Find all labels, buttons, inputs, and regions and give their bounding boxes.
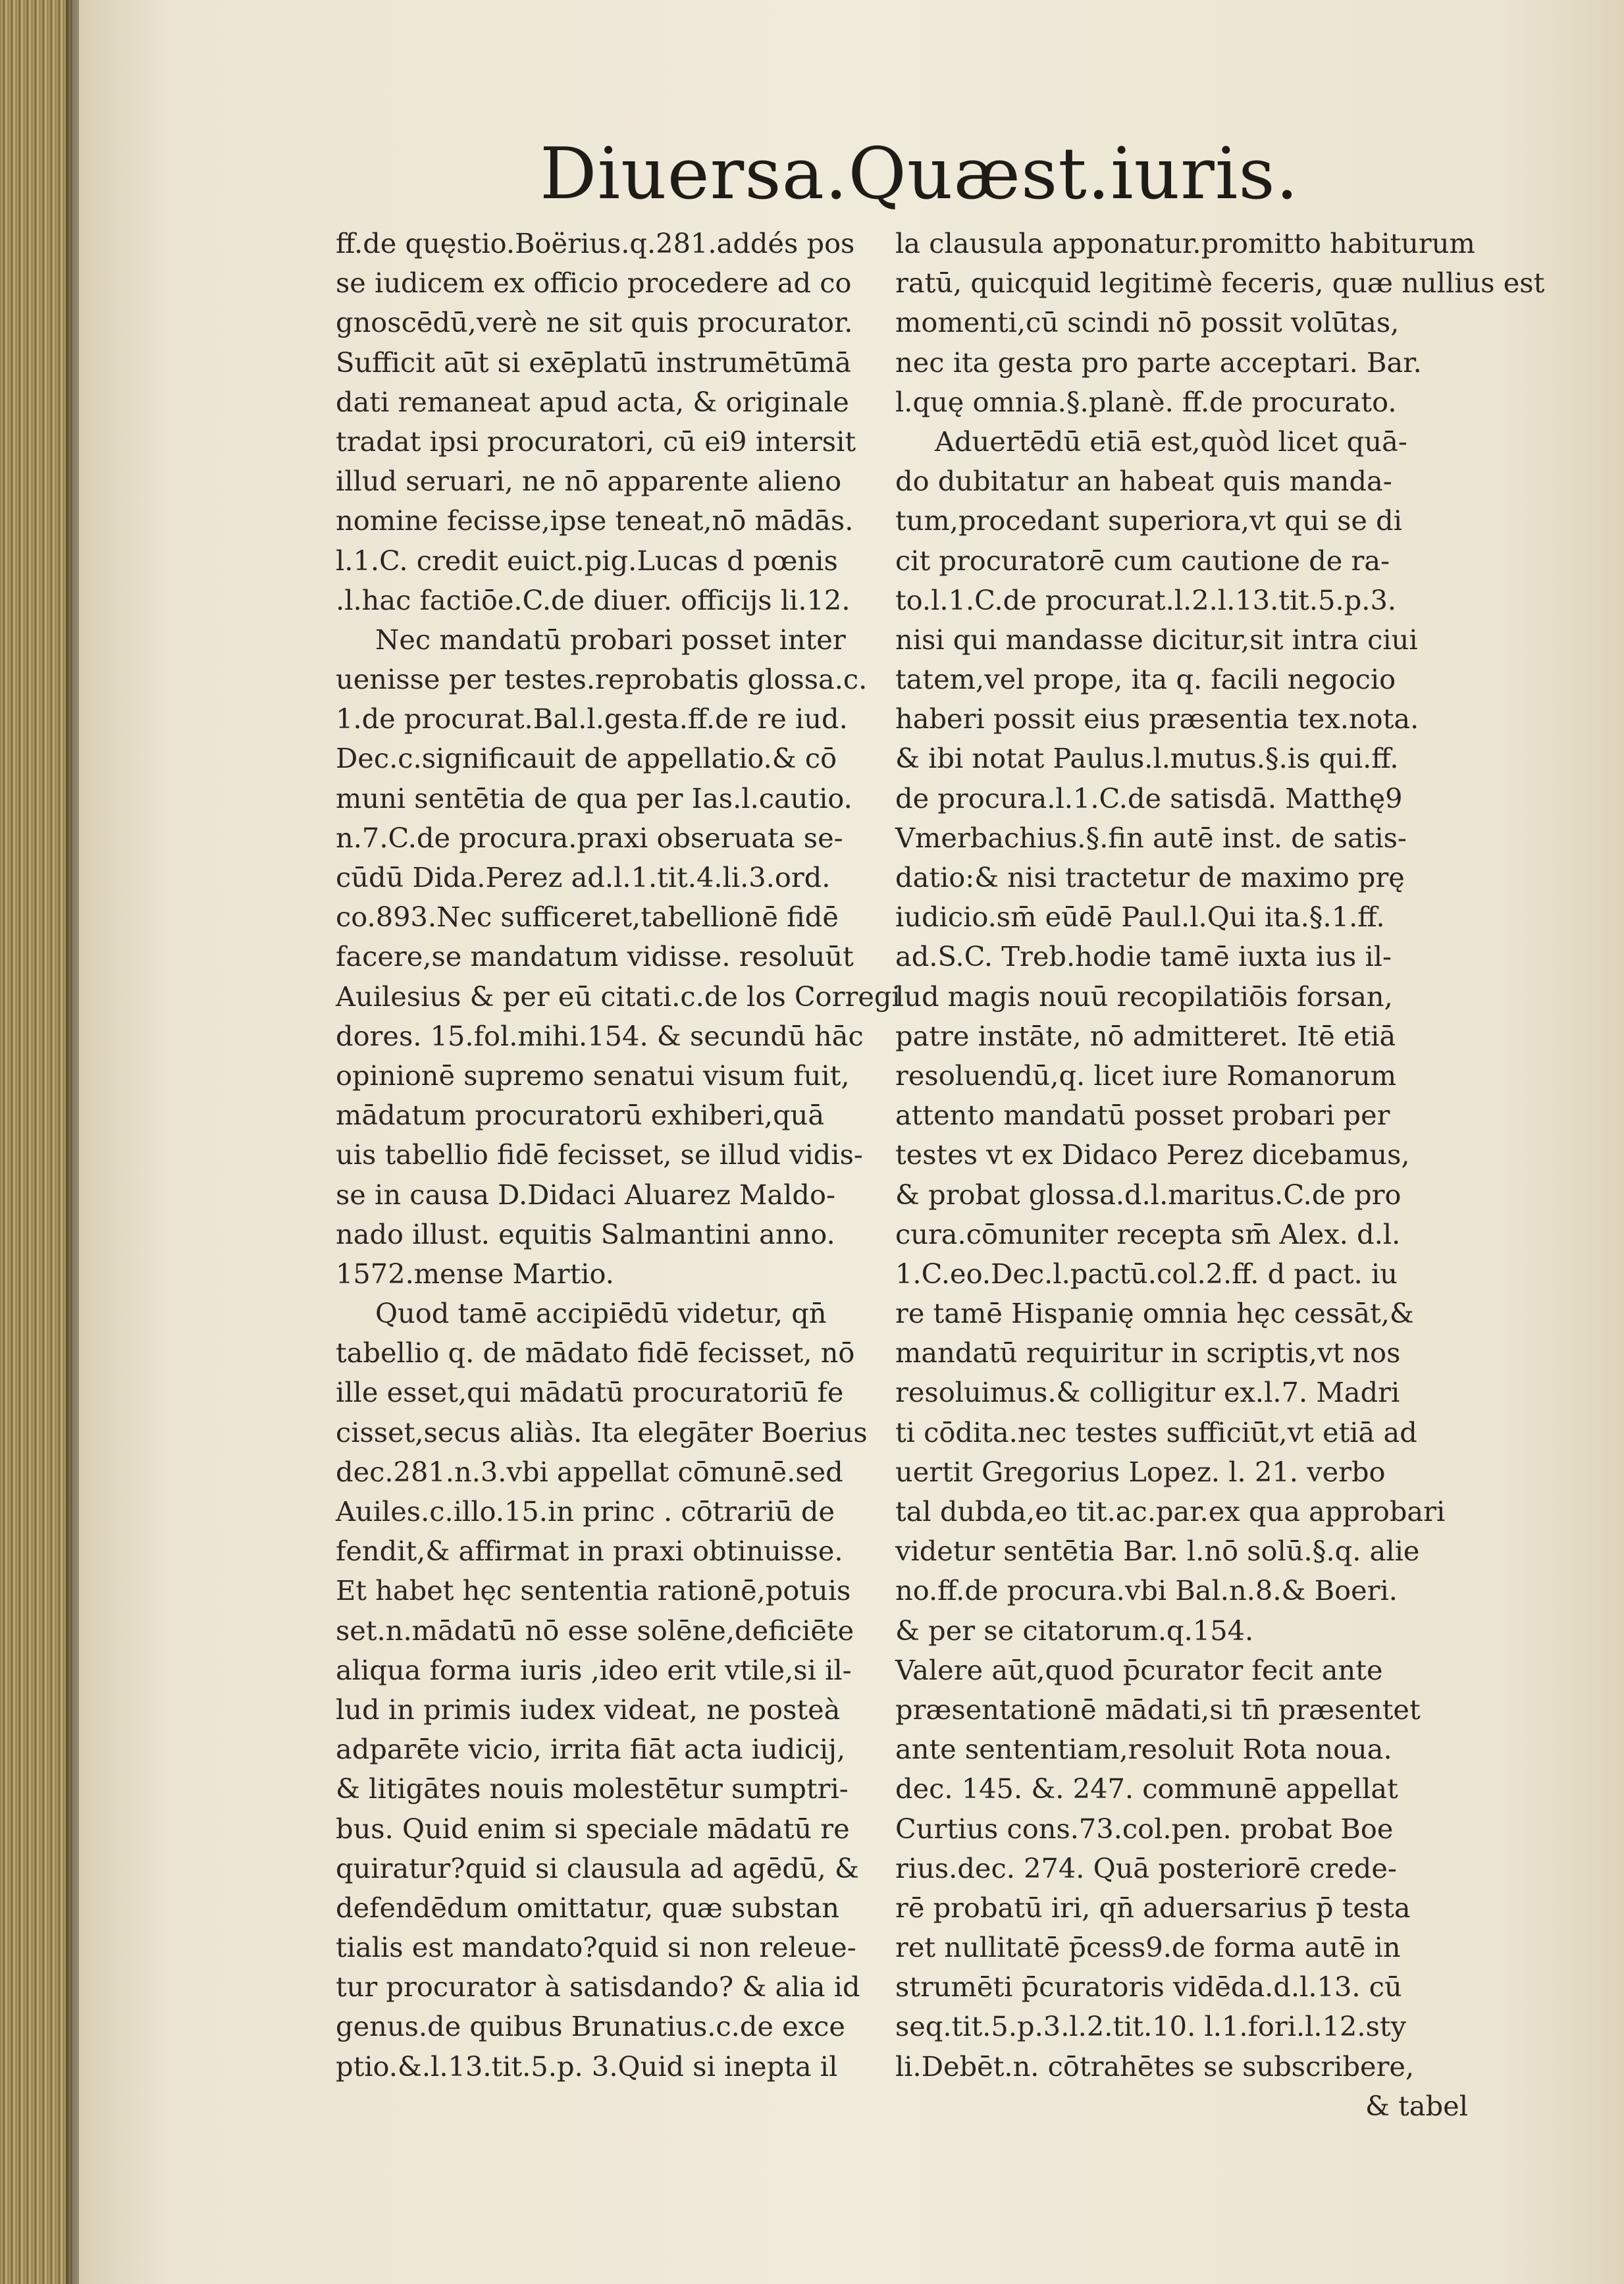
left-text-column bbox=[336, 224, 915, 2086]
text-line: resoluendū,q. licet iure Romanorum bbox=[895, 1059, 1397, 1092]
text-line: videtur sentētia Bar. l.nō solū.§.q. alie bbox=[895, 1535, 1420, 1568]
text-line: uertit Gregorius Lopez. l. 21. verbo bbox=[895, 1455, 1386, 1488]
text-line: nomine fecisse,ipse teneat,nō mādās. bbox=[336, 504, 854, 537]
text-line: tum,procedant superiora,vt qui se di bbox=[895, 504, 1403, 537]
text-line: & probat glossa.d.l.maritus.C.de pro bbox=[895, 1178, 1401, 1211]
text-line: nec ita gesta pro parte acceptari. Bar. bbox=[895, 346, 1422, 379]
text-line: se iudicem ex officio procedere ad co bbox=[336, 267, 852, 300]
text-line: ret nullitatē p̄cess9.de forma autē in bbox=[895, 1931, 1401, 1964]
text-line: se in causa D.Didaci Aluarez Maldo- bbox=[336, 1178, 835, 1211]
text-line: præsentationē mādati,si tn̄ præsentet bbox=[895, 1693, 1421, 1726]
text-line: Vmerbachius.§.fin autē inst. de satis- bbox=[895, 821, 1407, 854]
text-line: 1572.mense Martio. bbox=[336, 1257, 614, 1290]
text-line: lud magis nouū recopilatiōis forsan, bbox=[895, 980, 1393, 1013]
text-line: uenisse per testes.reprobatis glossa.c. bbox=[336, 663, 868, 696]
text-line: dec.281.n.3.vbi appellat cōmunē.sed bbox=[336, 1455, 843, 1488]
text-line: cura.cōmuniter recepta sm̄ Alex. d.l. bbox=[895, 1217, 1401, 1250]
text-line: nado illust. equitis Salmantini anno. bbox=[336, 1217, 835, 1250]
text-line: iudicio.sm̄ eūdē Paul.l.Qui ita.§.1.ff. bbox=[895, 901, 1385, 934]
text-line: ti cōdita.nec testes sufficiūt,vt etiā ad bbox=[895, 1416, 1417, 1448]
text-line: Aduertēdū etiā est,quòd licet quā- bbox=[935, 425, 1407, 458]
text-line: tradat ipsi procuratori, cū ei9 intersit bbox=[336, 425, 856, 458]
text-line: no.ff.de procura.vbi Bal.n.8.& Boeri. bbox=[895, 1574, 1398, 1607]
text-line: datio:& nisi tractetur de maximo prę bbox=[895, 861, 1405, 893]
text-line: n.7.C.de procura.praxi obseruata se- bbox=[336, 821, 843, 854]
text-line: rē probatū iri, qn̄ aduersarius p̄ testa bbox=[895, 1891, 1411, 1924]
text-line: haberi possit eius præsentia tex.nota. bbox=[895, 703, 1419, 735]
running-head: Diuersa.Quæst.iuris. bbox=[540, 133, 1299, 215]
text-line: muni sentētia de qua per Ias.l.cautio. bbox=[336, 782, 852, 814]
text-line: tur procurator à satisdando? & alia id bbox=[336, 1971, 860, 2004]
text-line: uis tabellio fidē fecisset, se illud vidis- bbox=[336, 1138, 863, 1171]
text-line: Valere aūt,quod p̄curator fecit ante bbox=[895, 1653, 1383, 1686]
text-line: nisi qui mandasse dicitur,sit intra ciui bbox=[895, 623, 1418, 656]
text-line: patre instāte, nō admitteret. Itē etiā bbox=[895, 1019, 1396, 1052]
text-line: cit procuratorē cum cautione de ra- bbox=[895, 544, 1390, 577]
text-line: & ibi notat Paulus.l.mutus.§.is qui.ff. bbox=[895, 742, 1399, 775]
text-line: Nec mandatū probari posset inter bbox=[375, 623, 846, 656]
text-line: cūdū Dida.Perez ad.l.1.tit.4.li.3.ord. bbox=[336, 861, 831, 893]
text-line: ptio.&.l.13.tit.5.p. 3.Quid si inepta il bbox=[336, 2050, 838, 2083]
text-line: & tabel bbox=[1365, 2089, 1468, 2122]
text-line: co.893.Nec sufficeret,tabellionē fidē bbox=[336, 901, 839, 934]
text-line: gnoscēdū,verè ne sit quis procurator. bbox=[336, 306, 853, 339]
text-line: de procura.l.1.C.de satisdā. Matthę9 bbox=[895, 782, 1403, 814]
text-line: illud seruari, ne nō apparente alieno bbox=[336, 465, 842, 498]
text-line: facere,se mandatum vidisse. resoluūt bbox=[336, 940, 854, 973]
text-line: l.1.C. credit euict.pig.Lucas d pœnis bbox=[336, 544, 838, 577]
text-line: l.quę omnia.§.planè. ff.de procurato. bbox=[895, 385, 1397, 418]
text-line: .l.hac factiōe.C.de diuer. officijs li.12. bbox=[336, 583, 851, 616]
text-line: attento mandatū posset probari per bbox=[895, 1099, 1390, 1132]
text-line: Dec.c.significauit de appellatio.& cō bbox=[336, 742, 837, 775]
text-line: tabellio q. de mādato fidē fecisset, nō bbox=[336, 1337, 855, 1369]
text-line: Auilesius & per eū citati.c.de los Corregi bbox=[336, 980, 901, 1013]
text-line: la clausula apponatur.promitto habiturum bbox=[895, 227, 1475, 259]
text-line: fendit,& affirmat in praxi obtinuisse. bbox=[336, 1535, 843, 1568]
text-line: rius.dec. 274. Quā posteriorē crede- bbox=[895, 1851, 1397, 1884]
text-line: to.l.1.C.de procurat.l.2.l.13.tit.5.p.3. bbox=[895, 583, 1397, 616]
text-line: bus. Quid enim si speciale mādatū re bbox=[336, 1812, 850, 1845]
text-line: momenti,cū scindi nō possit volūtas, bbox=[895, 306, 1400, 339]
text-line: ante sententiam,resoluit Rota noua. bbox=[895, 1733, 1392, 1766]
right-text-column bbox=[895, 224, 1545, 2126]
text-line: ratū, quicquid legitimè feceris, quæ nullius est bbox=[895, 267, 1545, 300]
text-line: & litigātes nouis molestētur sumptri- bbox=[336, 1772, 849, 1805]
text-line: do dubitatur an habeat quis manda- bbox=[895, 465, 1392, 498]
text-line: dec. 145. &. 247. communē appellat bbox=[895, 1772, 1398, 1805]
text-line: cisset,secus aliàs. Ita elegāter Boerius bbox=[336, 1416, 868, 1448]
text-line: set.n.mādatū nō esse solēne,deficiēte bbox=[336, 1614, 854, 1647]
text-line: Sufficit aūt si exēplatū instrumētūmā bbox=[336, 346, 852, 379]
text-line: adparēte vicio, irrita fiāt acta iudicij, bbox=[336, 1733, 846, 1766]
text-line: opinionē supremo senatui visum fuit, bbox=[336, 1059, 850, 1092]
text-line: ille esset,qui mādatū procuratoriū fe bbox=[336, 1376, 844, 1409]
text-line: seq.tit.5.p.3.l.2.tit.10. l.1.fori.l.12.sty bbox=[895, 2010, 1407, 2043]
text-line: & per se citatorum.q.154. bbox=[895, 1614, 1254, 1647]
text-line: Auiles.c.illo.15.in princ . cōtrariū de bbox=[336, 1495, 835, 1527]
text-line: 1.de procurat.Bal.l.gesta.ff.de re iud. bbox=[336, 703, 848, 735]
text-line: testes vt ex Didaco Perez dicebamus, bbox=[895, 1138, 1410, 1171]
text-line: aliqua forma iuris ,ideo erit vtile,si il- bbox=[336, 1653, 852, 1686]
text-line: Curtius cons.73.col.pen. probat Boe bbox=[895, 1812, 1394, 1845]
text-line: tal dubda,eo tit.ac.par.ex qua approbari bbox=[895, 1495, 1446, 1527]
text-line: dores. 15.fol.mihi.154. & secundū hāc bbox=[336, 1019, 864, 1052]
text-line: quiratur?quid si clausula ad agēdū, & bbox=[336, 1851, 859, 1884]
text-line: tialis est mandato?quid si non releue- bbox=[336, 1931, 856, 1964]
text-line: strumēti p̄curatoris vidēda.d.l.13. cū bbox=[895, 1971, 1402, 2004]
text-line: li.Debēt.n. cōtrahētes se subscribere, bbox=[895, 2050, 1415, 2083]
book-fore-edge bbox=[0, 0, 72, 2284]
text-line: tatem,vel prope, ita q. facili negocio bbox=[895, 663, 1396, 696]
text-line: Et habet hęc sententia rationē,potuis bbox=[336, 1574, 851, 1607]
text-line: mandatū requiritur in scriptis,vt nos bbox=[895, 1337, 1401, 1369]
text-line: resoluimus.& colligitur ex.l.7. Madri bbox=[895, 1376, 1400, 1409]
text-line: lud in primis iudex videat, ne posteà bbox=[336, 1693, 841, 1726]
text-line: Quod tamē accipiēdū videtur, qn̄ bbox=[375, 1297, 827, 1330]
text-line: ff.de quęstio.Boërius.q.281.addés pos bbox=[336, 227, 855, 259]
text-line: dati remaneat apud acta, & originale bbox=[336, 385, 849, 418]
text-line: 1.C.eo.Dec.l.pactū.col.2.ff. d pact. iu bbox=[895, 1257, 1398, 1290]
text-line: ad.S.C. Treb.hodie tamē iuxta ius il- bbox=[895, 940, 1392, 973]
text-line: re tamē Hispanię omnia hęc cessāt,& bbox=[895, 1297, 1414, 1330]
text-line: genus.de quibus Brunatius.c.de exce bbox=[336, 2010, 845, 2043]
text-line: defendēdum omittatur, quæ substan bbox=[336, 1891, 840, 1924]
text-line: mādatum procuratorū exhiberi,quā bbox=[336, 1099, 825, 1132]
